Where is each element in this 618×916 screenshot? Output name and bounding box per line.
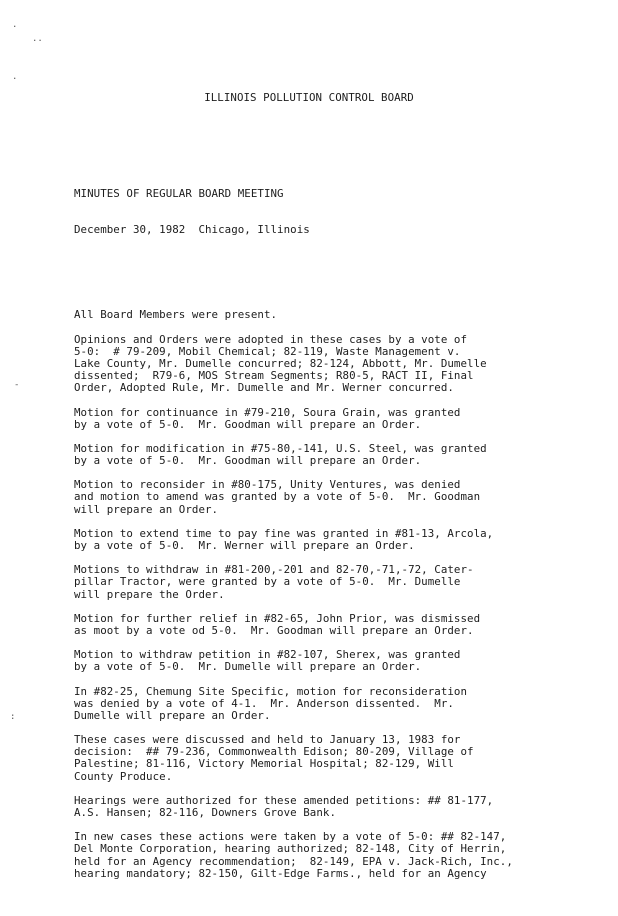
paragraph-line: Motion for continuance in #79-210, Soura Grain, was granted	[74, 405, 461, 419]
minutes-document	[74, 68, 524, 916]
minutes-paragraph	[74, 528, 524, 552]
minutes-body	[74, 309, 524, 880]
minutes-paragraph	[74, 443, 524, 467]
paragraph-line: Motion for modification in #75-80,-141, U.S. Steel, was granted	[74, 441, 487, 455]
paragraph-line: by a vote of 5-0. Mr. Werner will prepare an Order.	[74, 539, 415, 553]
paragraph-line: Del Monte Corporation, hearing authorized; 82-148, City of Herrin,	[74, 842, 507, 856]
paragraph-line: by a vote of 5-0. Mr. Dumelle will prepare an Order.	[74, 660, 422, 674]
minutes-heading	[74, 163, 524, 261]
minutes-paragraph	[74, 686, 524, 723]
paragraph-line: held for an Agency recommendation; 82-149, EPA v. Jack-Rich, Inc.,	[74, 854, 513, 868]
paragraph-line: Hearings were authorized for these amended petitions: ## 81-177,	[74, 793, 494, 807]
minutes-date-line: December 30, 1982 Chicago, Illinois	[74, 223, 310, 237]
minutes-paragraph	[74, 795, 524, 819]
paragraph-line: pillar Tractor, were granted by a vote of 5-0. Mr. Dumelle	[74, 575, 461, 589]
paragraph-line: These cases were discussed and held to January 13, 1983 for	[74, 733, 461, 747]
paragraph-line: by a vote of 5-0. Mr. Goodman will prepare an Order.	[74, 454, 422, 468]
paragraph-line: 5-0: # 79-209, Mobil Chemical; 82-119, Waste Management v.	[74, 344, 461, 358]
minutes-paragraph	[74, 407, 524, 431]
paragraph-line: Motions to withdraw in #81-200,-201 and 82-70,-71,-72, Cater-	[74, 563, 474, 577]
paragraph-line: and motion to amend was granted by a vote of 5-0. Mr. Goodman	[74, 490, 481, 504]
board-title: ILLINOIS POLLUTION CONTROL BOARD	[204, 91, 414, 105]
minutes-heading-line: MINUTES OF REGULAR BOARD MEETING	[74, 186, 284, 200]
paragraph-line: as moot by a vote od 5-0. Mr. Goodman will prepare an Order.	[74, 623, 474, 637]
paragraph-line: All Board Members were present.	[74, 308, 278, 322]
minutes-paragraph	[74, 831, 524, 880]
paragraph-line: Motion to extend time to pay fine was granted in #81-13, Arcola,	[74, 526, 494, 540]
scan-speck: ..	[32, 34, 43, 44]
paragraph-line: Lake County, Mr. Dumelle concurred; 82-124, Abbott, Mr. Dumelle	[74, 356, 487, 370]
paragraph-line: was denied by a vote of 4-1. Mr. Anderson dissented. Mr.	[74, 696, 454, 710]
paragraph-line: will prepare the Order.	[74, 587, 225, 601]
scan-speck: -	[14, 380, 20, 390]
scan-speck: .	[12, 20, 18, 30]
paragraph-line: will prepare an Order.	[74, 502, 219, 516]
paragraph-line: In new cases these actions were taken by a vote of 5-0: ## 82-147,	[74, 830, 507, 844]
minutes-paragraph	[74, 734, 524, 783]
paragraph-line: decision: ## 79-236, Commonwealth Edison; 80-209, Village of	[74, 745, 474, 759]
paragraph-line: Palestine; 81-116, Victory Memorial Hospital; 82-129, Will	[74, 757, 454, 771]
paragraph-line: Motion to withdraw petition in #82-107, Sherex, was granted	[74, 648, 461, 662]
scan-speck: :	[10, 712, 16, 722]
minutes-paragraph	[74, 479, 524, 516]
paragraph-line: dissented; R79-6, MOS Stream Segments; R80-5, RACT II, Final	[74, 369, 474, 383]
paragraph-line: by a vote of 5-0. Mr. Goodman will prepare an Order.	[74, 417, 422, 431]
paragraph-line: County Produce.	[74, 769, 173, 783]
paragraph-line: Opinions and Orders were adopted in these cases by a vote of	[74, 332, 468, 346]
minutes-paragraph	[74, 309, 524, 321]
minutes-paragraph	[74, 649, 524, 673]
minutes-paragraph	[74, 564, 524, 601]
paragraph-line: In #82-25, Chemung Site Specific, motion for reconsideration	[74, 684, 468, 698]
paragraph-line: Motion for further relief in #82-65, John Prior, was dismissed	[74, 611, 481, 625]
paragraph-line: A.S. Hansen; 82-116, Downers Grove Bank.	[74, 806, 337, 820]
scan-speck: .	[12, 72, 18, 82]
paragraph-line: Order, Adopted Rule, Mr. Dumelle and Mr. Werner concurred.	[74, 381, 454, 395]
paragraph-line: Motion to reconsider in #80-175, Unity Ventures, was denied	[74, 478, 461, 492]
paragraph-line: hearing mandatory; 82-150, Gilt-Edge Farms., held for an Agency	[74, 866, 487, 880]
paragraph-line: Dumelle will prepare an Order.	[74, 708, 271, 722]
minutes-paragraph	[74, 613, 524, 637]
minutes-paragraph	[74, 334, 524, 395]
